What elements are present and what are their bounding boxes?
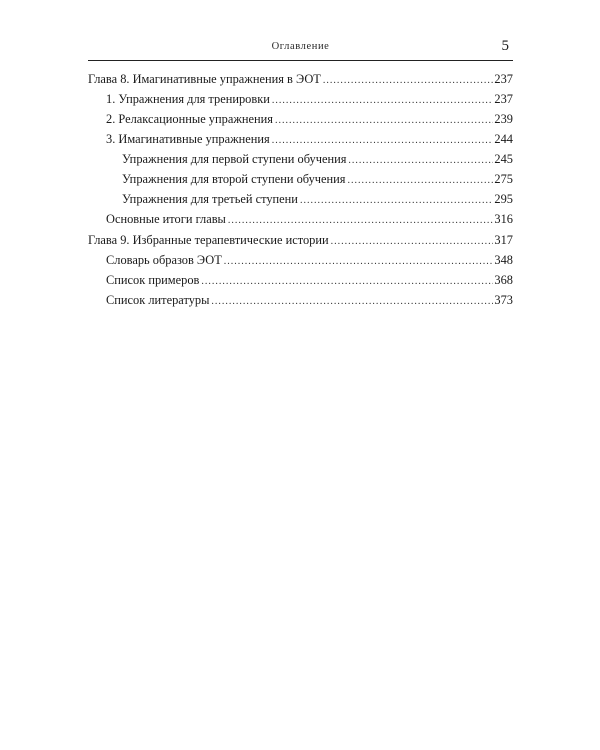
toc-dot-leader [211, 293, 493, 311]
toc-dot-leader [323, 72, 494, 90]
toc-entry-chapter-9 [88, 231, 513, 249]
toc-entry-bibliography [106, 291, 513, 309]
page-number: 5 [501, 38, 509, 54]
toc-entry-subsection-second-stage [122, 170, 513, 188]
toc-entry-label: Глава 8. Имагинативные упражнения в ЭОТ [88, 72, 321, 86]
header-rule [88, 60, 513, 61]
toc-entry-page: 245 [494, 152, 513, 166]
toc-entry-page: 373 [494, 293, 513, 307]
toc-dot-leader [348, 152, 493, 170]
toc-entry-page: 368 [494, 273, 513, 287]
toc-entry-page: 295 [494, 192, 513, 206]
toc-dot-leader [272, 92, 494, 110]
toc-entry-label: 3. Имагинативные упражнения [106, 132, 270, 146]
toc-dot-leader [201, 273, 493, 291]
toc-entry-page: 275 [494, 172, 513, 186]
toc-dot-leader [224, 253, 494, 271]
toc-entry-page: 317 [494, 233, 513, 247]
toc-entry-page: 237 [494, 72, 513, 86]
toc-entry-label: Упражнения для второй ступени обучения [122, 172, 346, 186]
toc-entry-section-3 [106, 130, 513, 148]
toc-entry-label: 1. Упражнения для тренировки [106, 92, 270, 106]
toc-entry-page: 237 [494, 92, 513, 106]
toc-entry-label: Основные итоги главы [106, 212, 226, 226]
toc-dot-leader [272, 132, 494, 150]
toc-entry-label: Упражнения для третьей ступени [122, 192, 298, 206]
toc-entry-section-2 [106, 110, 513, 128]
toc-entry-subsection-third-stage [122, 190, 513, 208]
toc-dot-leader [331, 233, 494, 251]
toc-entry-page: 239 [494, 112, 513, 126]
toc-dot-leader [348, 172, 494, 190]
toc-entry-examples-list [106, 271, 513, 289]
toc-entry-chapter-8 [88, 70, 513, 88]
toc-entry-label: Список примеров [106, 273, 200, 287]
toc-entry-summary [106, 210, 513, 228]
toc-entry-subsection-first-stage [122, 150, 513, 168]
toc-entry-label: Глава 9. Избранные терапевтические истории [88, 233, 329, 247]
toc-entry-page: 244 [494, 132, 513, 146]
toc-entry-page: 316 [494, 212, 513, 226]
running-head [88, 38, 513, 58]
toc-entry-glossary [106, 251, 513, 269]
toc-entry-section-1 [106, 90, 513, 108]
toc-entry-label: Упражнения для первой ступени обучения [122, 152, 347, 166]
toc-entry-label: 2. Релаксационные упражнения [106, 112, 273, 126]
toc-dot-leader [228, 212, 494, 230]
toc-entry-page: 348 [494, 253, 513, 267]
toc-dot-leader [300, 192, 493, 210]
running-title: Оглавление [271, 41, 330, 52]
toc-dot-leader [275, 112, 493, 130]
toc-entry-label: Список литературы [106, 293, 210, 307]
toc-entry-label: Словарь образов ЭОТ [106, 253, 222, 267]
